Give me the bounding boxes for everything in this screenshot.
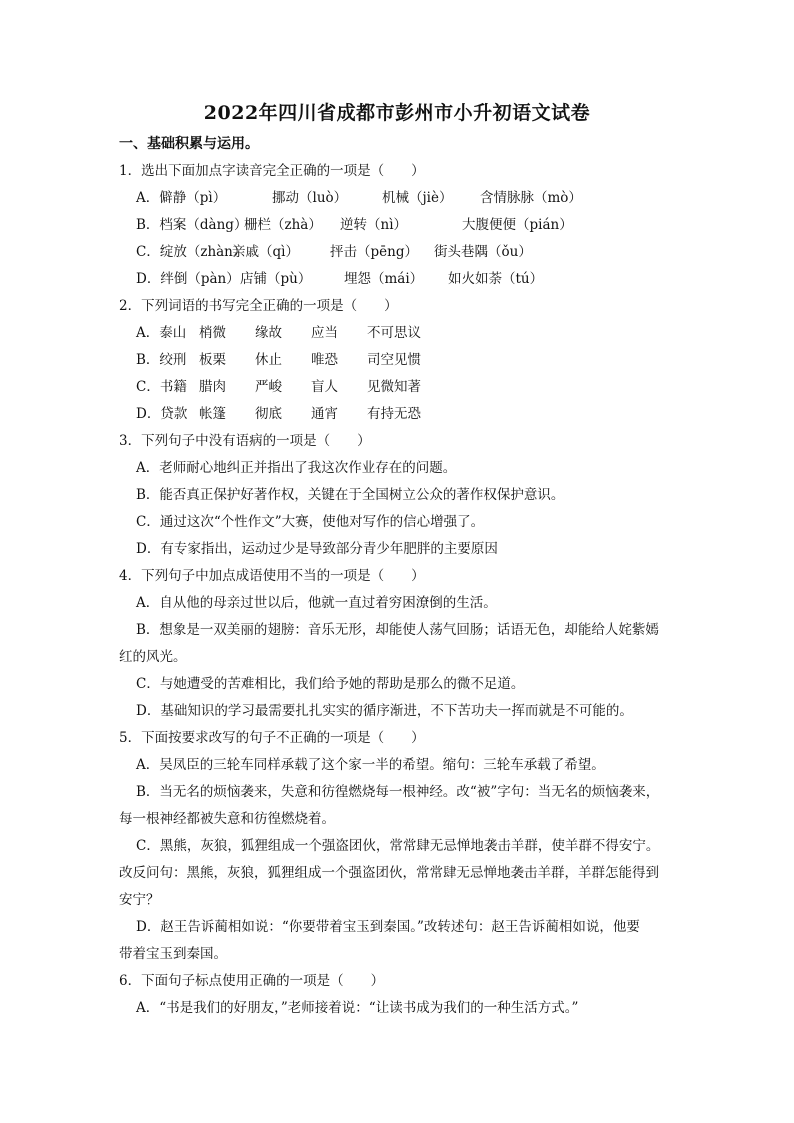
option-cell: 不可思议: [367, 325, 421, 341]
question-5-option-c-continued: 改反问句：黑熊，灰狼，狐狸组成一个强盗团伙，常常肆无忌惮地袭击羊群，羊群怎能得到: [119, 865, 659, 881]
question-3-option-c: C．通过这次“个性作文”大赛，使他对写作的信心增强了。: [136, 514, 485, 530]
question-2-option-b: [119, 347, 679, 374]
option-cell: 腊肉: [199, 379, 226, 395]
question-4-stem: 4．下列句子中加点成语使用不当的一项是（ ）: [119, 568, 425, 584]
option-cell: 逆转（nì）: [340, 217, 408, 233]
question-1-option-d: [119, 266, 679, 293]
question-6-option-a: A．“书是我们的好朋友，”老师接着说：“让读书成为我们的一种生活方式。”: [136, 1000, 579, 1016]
option-cell: 板栗: [199, 352, 226, 368]
option-cell: A．僻静（pì）: [136, 190, 227, 206]
question-3-stem: 3．下列句子中没有语病的一项是（ ）: [119, 433, 371, 449]
option-cell: 唯恐: [311, 352, 338, 368]
question-5-option-b: B．当无名的烦恼袭来，失意和彷徨燃烧每一根神经。改“被”字句：当无名的烦恼袭来，: [136, 784, 660, 800]
question-2-option-a: [119, 320, 679, 347]
question-6-stem: 6．下面句子标点使用正确的一项是（ ）: [119, 973, 385, 989]
question-2-option-d: [119, 401, 679, 428]
question-3-option-d: D．有专家指出，运动过少是导致部分青少年肥胖的主要原因: [136, 541, 498, 557]
question-1-stem: 1．选出下面加点字读音完全正确的一项是（ ）: [119, 163, 425, 179]
option-cell: 抨击（pēng）: [330, 244, 418, 260]
question-5-option-b-continued: 每一根神经都被失意和彷徨燃烧着。: [119, 811, 335, 827]
question-5-stem: 5．下面按要求改写的句子不正确的一项是（ ）: [119, 730, 425, 746]
option-cell: 亲戚（qì）: [232, 244, 299, 260]
question-2-option-c: [119, 374, 679, 401]
option-cell: 通宵: [311, 406, 338, 422]
option-cell: 栅栏（zhà）: [244, 217, 322, 233]
option-cell: C．绽放（zhàn）: [136, 244, 247, 260]
option-cell: 梢微: [199, 325, 226, 341]
option-cell: 司空见惯: [367, 352, 421, 368]
option-cell: 街头巷隅（ǒu）: [434, 244, 532, 260]
question-5-option-c-end: 安宁？: [119, 892, 160, 908]
question-5-option-a: A．吴凤臣的三轮车同样承载了这个家一半的希望。缩句：三轮车承载了希望。: [136, 757, 605, 773]
question-2-stem: 2．下列词语的书写完全正确的一项是（ ）: [119, 298, 398, 314]
questions-body: [119, 158, 679, 1022]
option-cell: 如火如荼（tú）: [448, 271, 544, 287]
question-1-option-c: [119, 239, 679, 266]
exam-title: 2022年四川省成都市彭州市小升初语文试卷: [203, 102, 591, 124]
option-cell: B．绞刑: [136, 352, 187, 368]
option-cell: A．泰山: [136, 325, 187, 341]
question-3-option-a: A．老师耐心地纠正并指出了我这次作业存在的问题。: [136, 460, 457, 476]
option-cell: 机械（jiè）: [382, 190, 453, 206]
option-cell: D．贷款: [136, 406, 188, 422]
option-cell: 应当: [311, 325, 338, 341]
question-3-option-b: B．能否真正保护好著作权，关键在于全国树立公众的著作权保护意识。: [136, 487, 565, 503]
option-cell: 见微知著: [367, 379, 421, 395]
question-4-option-c: C．与她遭受的苦难相比，我们给予她的帮助是那么的微不足道。: [136, 676, 525, 692]
question-1-option-b: [119, 212, 679, 239]
question-5-option-c: C．黑熊，灰狼，狐狸组成一个强盗团伙，常常肆无忌惮地袭击羊群，使羊群不得安宁。: [136, 838, 660, 854]
question-4-option-a: A．自从他的母亲过世以后，他就一直过着穷困潦倒的生活。: [136, 595, 497, 611]
question-5-option-d: D．赵王告诉蔺相如说：“你要带着宝玉到秦国。”改转述句：赵王告诉蔺相如说，他要: [136, 919, 640, 935]
option-cell: 盲人: [311, 379, 338, 395]
option-cell: 埋怨（mái）: [344, 271, 424, 287]
question-4-option-d: D．基础知识的学习最需要扎扎实实的循序渐进，不下苦功夫一挥而就是不可能的。: [136, 703, 633, 719]
option-cell: 彻底: [255, 406, 282, 422]
section-heading: 一、基础积累与运用。: [119, 136, 259, 152]
option-cell: 帐篷: [199, 406, 226, 422]
option-cell: 缘故: [255, 325, 282, 341]
question-4-option-b: B．想象是一双美丽的翅膀：音乐无形，却能使人荡气回肠；话语无色，却能给人姹紫嫣: [136, 622, 659, 638]
option-cell: 挪动（luò）: [272, 190, 348, 206]
option-cell: 店铺（pù）: [240, 271, 312, 287]
option-cell: 含情脉脉（mò）: [480, 190, 582, 206]
option-cell: 有持无恐: [367, 406, 421, 422]
question-1-option-a: [119, 185, 679, 212]
option-cell: 大腹便便（pián）: [462, 217, 573, 233]
option-cell: D．绊倒（pàn）: [136, 271, 240, 287]
question-4-option-b-continued: 红的风光。: [119, 649, 187, 665]
question-5-option-d-continued: 带着宝玉到秦国。: [119, 946, 227, 962]
option-cell: 休止: [255, 352, 282, 368]
option-cell: B．档案（dàng）: [136, 217, 248, 233]
option-cell: 严峻: [255, 379, 282, 395]
option-cell: C．书籍: [136, 379, 187, 395]
